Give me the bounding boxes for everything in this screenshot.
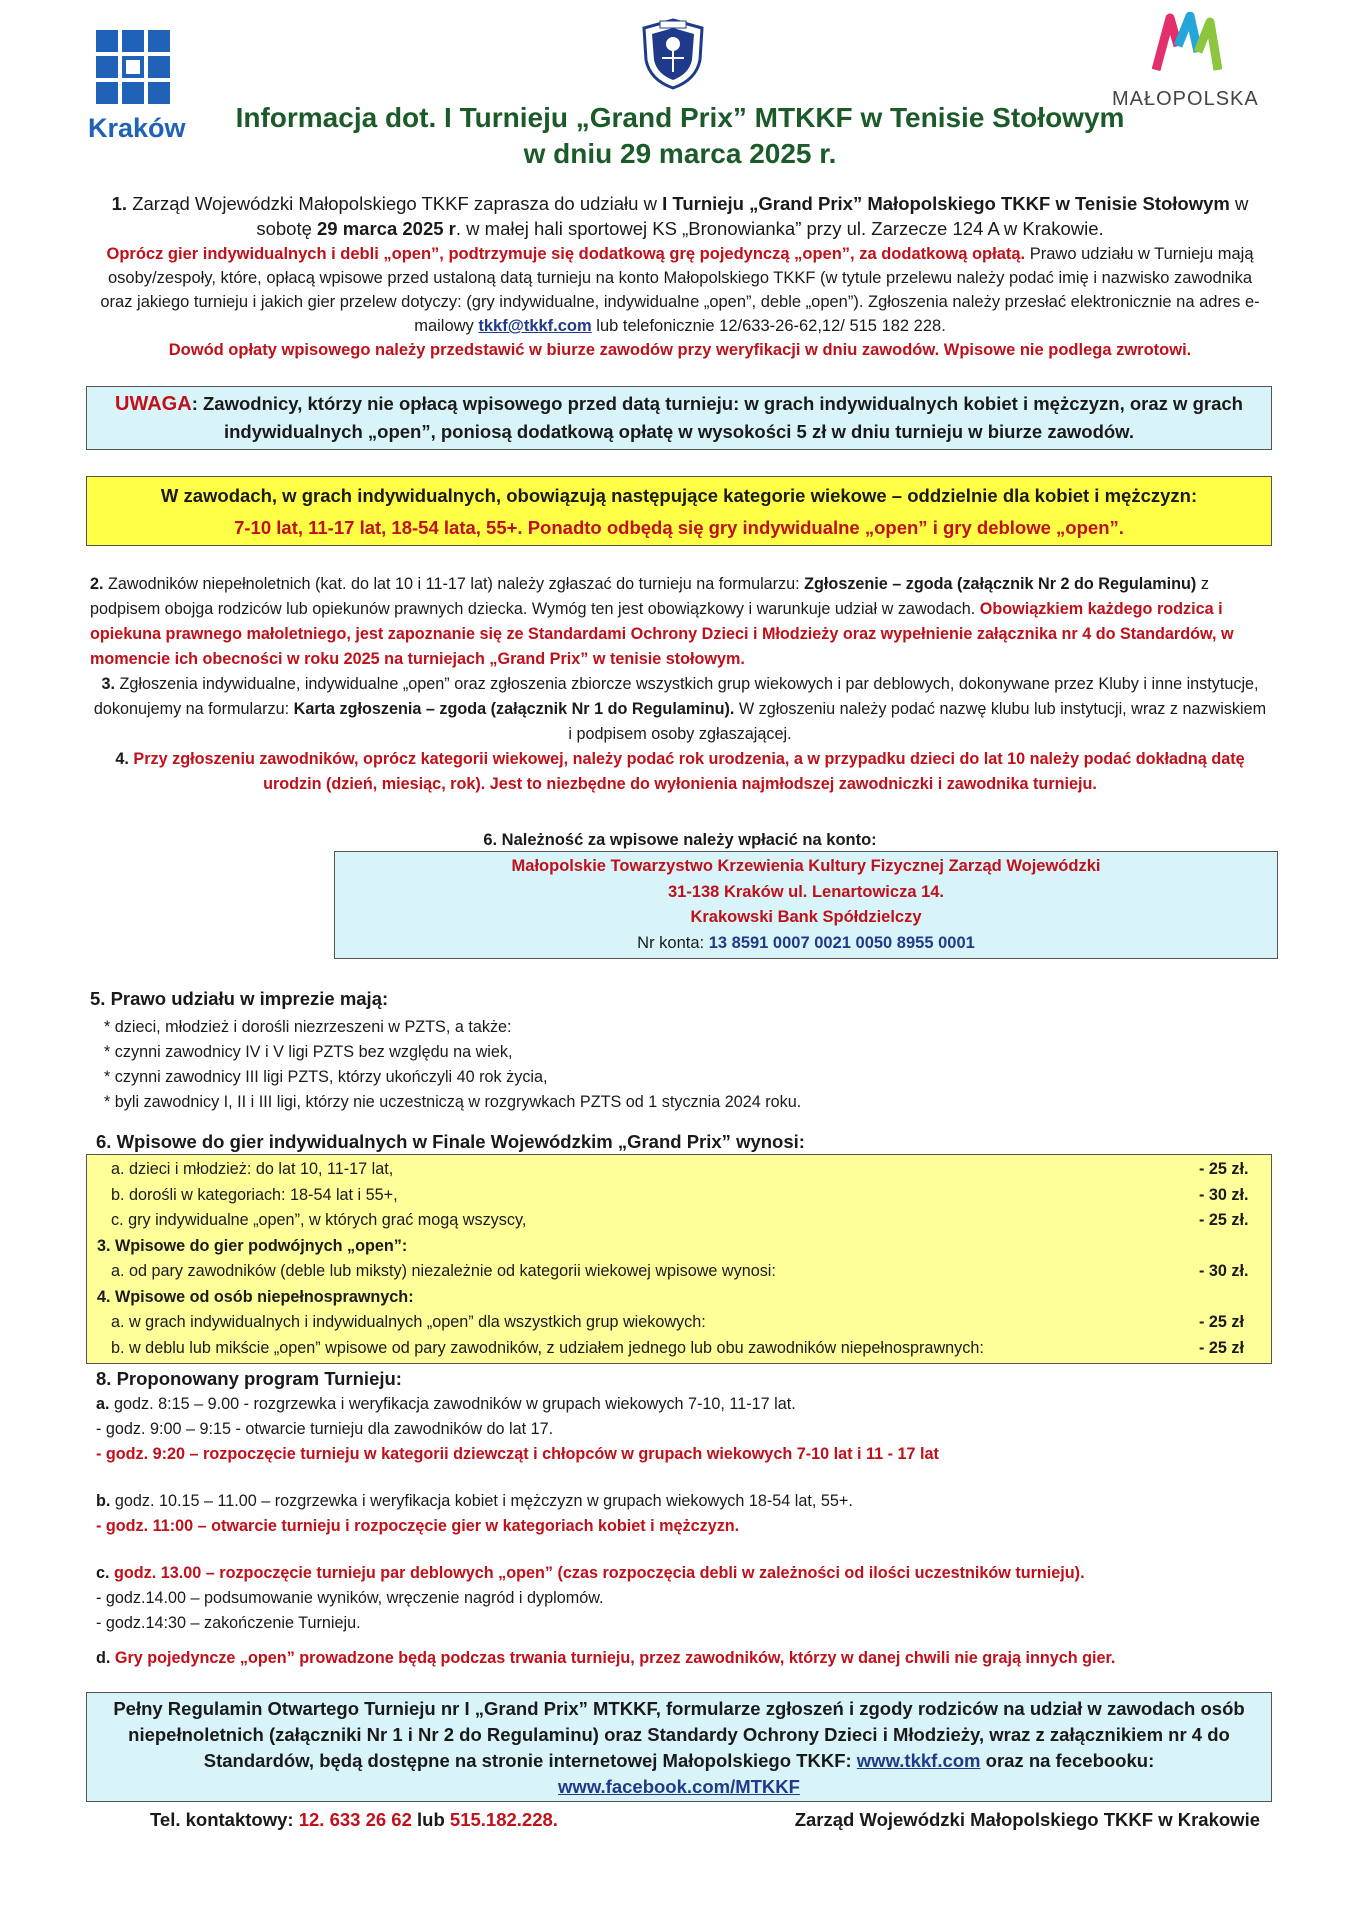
malopolska-label: MAŁOPOLSKA bbox=[1112, 87, 1259, 110]
tkkf-website-link[interactable]: www.tkkf.com bbox=[856, 1750, 981, 1771]
organizer: Zarząd Wojewódzki Małopolskiego TKKF w Krakowie bbox=[794, 1809, 1260, 1830]
fee-row: b. dorośli w kategoriach: 18-54 lat i 55+, - 30 zł. bbox=[111, 1185, 1249, 1204]
fee-row: b. w deblu lub mikście „open” wpisowe od pary zawodników, z udziałem jednego lub obu zawodników niepełnosprawnych: - 25 zł bbox=[111, 1338, 1244, 1357]
fees-box: a. dzieci i młodzież: do lat 10, 11-17 lat, - 25 zł. b. dorośli w kategoriach: 18-54 lat i 55+, - 30 zł. c. gry indywidualne „open”, w których grać mogą wszyscy, - 25 zł. 3. Wpisowe do gier podwójnych „open”: a. od pary zawodników (deble lub miksty) niezależnie od kategorii wiekowej wpisowe wynosi: - 30 zł. 4. Wpisowe od osób niepełnosprawnych: a. w grach indywidualnych i indywidualnych „open” dla wszystkich grup wiekowych: - 25 zł b. w deblu lub mikście „open” wpisowe od pary zawodników, z udziałem jednego lub obu zawodników niepełnosprawnych: - 25 zł bbox=[86, 1154, 1272, 1364]
section-4: 4. Przy zgłoszeniu zawodników, oprócz kategorii wiekowej, należy podać rok urodzenia, a w przypadku dzieci do lat 10 należy podać dokładną datę urodzin (dzień, miesiąc, rok). Jest to niezbędne do wyłonienia najmłodszej zawodniczki i zawodnika turnieju. bbox=[115, 750, 1245, 793]
malopolska-logo bbox=[1112, 12, 1262, 114]
malopolska-m-icon bbox=[1152, 12, 1222, 72]
tkkf-emblem-icon bbox=[640, 18, 706, 90]
krakow-logo bbox=[88, 30, 188, 149]
contact-footer: Tel. kontaktowy: 12. 633 26 62 lub 515.182.228. Zarząd Wojewódzki Małopolskiego TKKF w Krakowie bbox=[150, 1806, 1260, 1834]
section-1: 1. Zarząd Wojewódzki Małopolskiego TKKF zaprasza do udziału w I Turnieju „Grand Prix” Małopolskiego TKKF w Tenisie Stołowym w sobotę 29 marca 2025 r. w małej hali sportowej KS „Bronowianka” przy ul. Zarzecze 124 A w Krakowie. Oprócz gier indywidualnych i debli „open”, podtrzymuje się dodatkową grę pojedynczą „open”, za dodatkową opłatą. Prawo udziału w Turnieju mają osoby/zespoły, które, opłacą wpisowe przed ustaloną datą turnieju na konto Małopolskiego TKKF (w tytule przelewu należy podać imię i nazwisko zawodnika oraz jakiego turnieju i jakich gier przelew dotyczy: (gry indywidualne, indywidualne „open”, deble „open”). Zgłoszenia należy przesłać elektronicznie na adres e-mailowy tkkf@tkkf.com lub telefonicznie 12/633-26-62,12/ 515 182 228. Dowód opłaty wpisowego należy przedstawić w biurze zawodów przy weryfikacji w dniu zawodów. Wpisowe nie podlega zwrotowi. bbox=[100, 193, 1260, 359]
fee-row: a. dzieci i młodzież: do lat 10, 11-17 lat, - 25 zł. bbox=[111, 1160, 1249, 1178]
extra-fee-note: Oprócz gier indywidualnych i debli „open”, podtrzymuje się dodatkową grę pojedynczą „open”, za dodatkową opłatą. bbox=[106, 245, 1026, 263]
fee-row: a. od pary zawodników (deble lub miksty) niezależnie od kategorii wiekowej wpisowe wynosi: - 30 zł. bbox=[111, 1262, 1249, 1280]
section-2: 2. Zawodników niepełnoletnich (kat. do lat 10 i 11-17 lat) należy zgłaszać do turnieju na formularzu: Zgłoszenie – zgoda (załącznik Nr 2 do Regulaminu) z podpisem obojga rodziców lub opiekunów prawnych dziecka. Wymóg ten jest obowiązkowy i warunkuje udział w zawodach. Obowiązkiem każdego rodzica i opiekuna prawnego małoletniego, jest zapoznanie się ze Standardami Ochrony Dzieci i Młodzieży oraz wypełnienie załącznika nr 4 do Standardów, w momencie ich obecności w roku 2025 na turniejach „Grand Prix” w tenisie stołowym. bbox=[90, 575, 1234, 668]
payment-proof-note: Dowód opłaty wpisowego należy przedstawić w biurze zawodów przy weryfikacji w dniu zawodów. Wpisowe nie podlega zwrotowi. bbox=[168, 341, 1192, 359]
section-3: 3. Zgłoszenia indywidualne, indywidualne „open” oraz zgłoszenia zbiorcze wszystkich grup wiekowych i par deblowych, dokonywane przez Kluby i inne instytucje, dokonujemy na formularzu: Karta zgłoszenia – zgoda (załącznik Nr 1 do Regulaminu). W zgłoszeniu należy podać nazwę klubu lub instytucji, wraz z nazwiskiem i podpisem osoby zgłaszającej. bbox=[93, 675, 1267, 743]
email-link[interactable]: tkkf@tkkf.com bbox=[478, 317, 592, 335]
regulations-box: Pełny Regulamin Otwartego Turnieju nr I „Grand Prix” MTKKF, formularze zgłoszeń i zgody rodziców na udział w zawodach osób niepełnoletnich (załączniki Nr 1 i Nr 2 do Regulaminu) oraz Standardy Ochrony Dzieci i Młodzieży, wraz z załącznikiem nr 4 do Standardów, będą dostępne na stronie internetowej Małopolskiego TKKF: www.tkkf.com oraz na fecebooku: www.facebook.com/MTKKF bbox=[86, 1692, 1272, 1802]
bank-title: 6. Należność za wpisowe należy wpłacić na konto: bbox=[483, 831, 877, 849]
krakow-logo-icon bbox=[96, 30, 188, 104]
fee-row: a. w grach indywidualnych i indywidualnych „open” dla wszystkich grup wiekowych: - 25 zł bbox=[111, 1313, 1244, 1331]
fees-title: 6. Wpisowe do gier indywidualnych w Finale Wojewódzkim „Grand Prix” wynosi: bbox=[96, 1131, 805, 1152]
list-item: * czynni zawodnicy IV i V ligi PZTS bez względu na wiek, bbox=[104, 1042, 513, 1061]
age-categories-box: W zawodach, w grach indywidualnych, obowiązują następujące kategorie wiekowe – oddzielnie dla kobiet i mężczyzn: 7-10 lat, 11-17 lat, 18-54 lata, 55+. Ponadto odbędą się gry indywidualne „open” i gry deblowe „open”. bbox=[86, 476, 1272, 546]
page-title: Informacja dot. I Turnieju „Grand Prix” MTKKF w Tenisie Stołowym w dniu 29 marca 2025 r. bbox=[235, 102, 1125, 169]
list-item: * dzieci, młodzież i dorośli niezrzeszeni w PZTS, a także: bbox=[104, 1017, 512, 1036]
fee-row: c. gry indywidualne „open”, w których grać mogą wszyscy, - 25 zł. bbox=[111, 1211, 1249, 1229]
page-header bbox=[0, 0, 1357, 175]
sections-2-4 bbox=[90, 572, 1270, 797]
bank-account-box: Małopolskie Towarzystwo Krzewienia Kultury Fizycznej Zarząd Wojewódzki 31-138 Kraków ul. Lenartowicza 14. Krakowski Bank Spółdzielczy Nr konta: 13 8591 0007 0021 0050 8955 0001 bbox=[334, 851, 1278, 959]
uwaga-notice-box: UWAGA: Zawodnicy, którzy nie opłacą wpisowego przed datą turnieju: w grach indywidualnych kobiet i mężczyzn, oraz w grach indywidualnych „open”, poniosą dodatkową opłatę w wysokości 5 zł w dniu turnieju w biurze zawodów. bbox=[86, 386, 1272, 450]
phone-1: 12. 633 26 62 bbox=[298, 1809, 412, 1830]
section-5: 5. Prawo udziału w imprezie mają: * dzieci, młodzież i dorośli niezrzeszeni w PZTS, a także: * czynni zawodnicy IV i V ligi PZTS bez względu na wiek, * czynni zawodnicy III ligi PZTS, którzy ukończyli 40 rok życia, * byli zawodnicy I, II i III ligi, którzy nie uczestniczą w rozgrywkach PZTS od 1 stycznia 2024 roku. bbox=[90, 985, 1270, 1115]
program-list: a. godz. 8:15 – 9.00 - rozgrzewka i weryfikacja zawodników w grupach wiekowych 7-10, 11-17 lat. - godz. 9:00 – 9:15 - otwarcie turnieju dla zawodników do lat 17. - godz. 9:20 – rozpoczęcie turnieju w kategorii dziewcząt i chłopców w grupach wiekowych 7-10 lat i 11 - 17 lat b. godz. 10.15 – 11.00 – rozgrzewka i weryfikacja kobiet i mężczyzn w grupach wiekowych 18-54 lat, 55+. - godz. 11:00 – otwarcie turnieju i rozpoczęcie gier w kategoriach kobiet i mężczyzn. c. godz. 13.00 – rozpoczęcie turnieju par deblowych „open” (czas rozpoczęcia debli w zależności od ilości uczestników turnieju). - godz.14.00 – podsumowanie wyników, wręczenie nagród i dyplomów. - godz.14:30 – zakończenie Turnieju. d. Gry pojedyncze „open” prowadzone będą podczas trwania turnieju, przez zawodników, którzy w danej chwili nie grają innych gier. bbox=[96, 1395, 1116, 1667]
krakow-label: Kraków bbox=[88, 113, 186, 143]
account-number: 13 8591 0007 0021 0050 8955 0001 bbox=[708, 933, 975, 952]
program-title: 8. Proponowany program Turnieju: bbox=[96, 1368, 402, 1389]
list-item: * czynni zawodnicy III ligi PZTS, którzy ukończyli 40 rok życia, bbox=[104, 1067, 548, 1086]
list-item: * byli zawodnicy I, II i III ligi, którzy nie uczestniczą w rozgrywkach PZTS od 1 stycznia 2024 roku. bbox=[104, 1092, 802, 1111]
phone-2: 515.182.228. bbox=[449, 1809, 558, 1830]
facebook-link[interactable]: www.facebook.com/MTKKF bbox=[558, 1776, 800, 1797]
